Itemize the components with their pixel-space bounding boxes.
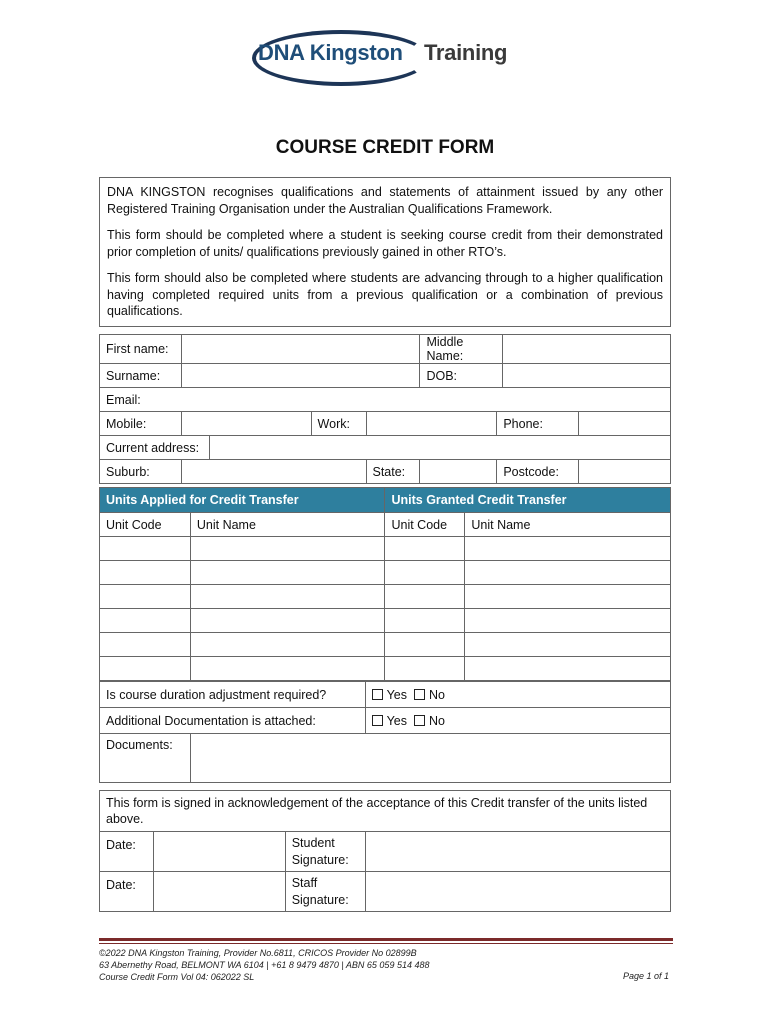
state-field[interactable]: [420, 460, 497, 484]
docs-yes-checkbox[interactable]: [372, 715, 383, 726]
applied-unit-name-header: Unit Name: [190, 513, 385, 537]
surname-label: Surname:: [100, 364, 182, 388]
granted-code-cell[interactable]: [385, 609, 465, 633]
table-row: [100, 609, 671, 633]
granted-unit-name-header: Unit Name: [465, 513, 671, 537]
intro-paragraph-1: DNA KINGSTON recognises qualifications and statements of attainment issued by any other Registered Training Organisation under the Australian Qualifications Framework.: [107, 185, 663, 216]
units-applied-header: Units Applied for Credit Transfer: [100, 488, 385, 513]
suburb-field[interactable]: [181, 460, 366, 484]
documents-label: Documents:: [100, 734, 191, 783]
applied-name-cell[interactable]: [190, 633, 385, 657]
documents-field[interactable]: [190, 734, 670, 783]
address-field[interactable]: [209, 436, 670, 460]
logo-text-primary: DNA Kingston: [258, 40, 403, 65]
table-row: [100, 585, 671, 609]
email-field[interactable]: [100, 388, 671, 412]
middle-name-label: Middle Name:: [420, 335, 503, 364]
granted-code-cell[interactable]: [385, 657, 465, 681]
first-name-label: First name:: [100, 335, 182, 364]
footer-line-3: Course Credit Form Vol 04: 062022 SL: [99, 972, 255, 982]
granted-name-cell[interactable]: [465, 657, 671, 681]
intro-paragraph-2: This form should be completed where a student is seeking course credit from their demonstrated prior completion of units/ qualifications previously gained in other RTO’s.: [107, 228, 663, 259]
phone-label: Phone:: [497, 412, 579, 436]
applied-name-cell[interactable]: [190, 609, 385, 633]
duration-question: Is course duration adjustment required?: [100, 682, 366, 708]
docs-attached-question: Additional Documentation is attached:: [100, 708, 366, 734]
granted-code-cell[interactable]: [385, 561, 465, 585]
work-field[interactable]: [366, 412, 497, 436]
suburb-label: Suburb:: [100, 460, 182, 484]
dob-field[interactable]: [503, 364, 671, 388]
granted-name-cell[interactable]: [465, 609, 671, 633]
footer-divider-thin: [99, 943, 673, 944]
staff-date-label: Date:: [100, 872, 154, 912]
granted-code-cell[interactable]: [385, 633, 465, 657]
signoff-statement: This form is signed in acknowledgement of the acceptance of this Credit transfer of the units listed above.: [100, 791, 671, 832]
table-row: [100, 657, 671, 681]
first-name-field[interactable]: [181, 335, 419, 364]
student-date-field[interactable]: [153, 832, 285, 872]
logo-text-secondary: Training: [424, 40, 508, 65]
intro-paragraph-3: This form should also be completed where students are advancing through to a higher qualification having completed required units from a previous qualification or a combination of previous qualifications.: [107, 271, 663, 319]
staff-signature-field[interactable]: [365, 872, 670, 912]
signoff-table: [99, 790, 671, 912]
granted-unit-code-header: Unit Code: [385, 513, 465, 537]
dob-label: DOB:: [420, 364, 503, 388]
duration-options: [365, 682, 670, 708]
mobile-label: Mobile:: [100, 412, 182, 436]
applied-name-cell[interactable]: [190, 537, 385, 561]
phone-field[interactable]: [579, 412, 671, 436]
applied-name-cell[interactable]: [190, 657, 385, 681]
footer-line-2: 63 Abernethy Road, BELMONT WA 6104 | +61 8 9479 4870 | ABN 65 059 514 488: [99, 960, 430, 970]
address-label: Current address:: [100, 436, 210, 460]
yes-label: Yes: [386, 713, 407, 728]
footer-line-1: ©2022 DNA Kingston Training, Provider No.6811, CRICOS Provider No 02899B: [99, 948, 417, 958]
docs-no-checkbox[interactable]: [414, 715, 425, 726]
postcode-label: Postcode:: [497, 460, 579, 484]
work-label: Work:: [311, 412, 366, 436]
units-granted-header: Units Granted Credit Transfer: [385, 488, 671, 513]
intro-box: [99, 177, 671, 327]
student-signature-field[interactable]: [365, 832, 670, 872]
applied-code-cell[interactable]: [100, 609, 191, 633]
personal-details-table: [99, 334, 671, 484]
middle-name-field[interactable]: [503, 335, 671, 364]
granted-code-cell[interactable]: [385, 585, 465, 609]
mobile-field[interactable]: [181, 412, 311, 436]
applied-code-cell[interactable]: [100, 537, 191, 561]
page-number: Page 1 of 1: [622, 971, 669, 981]
staff-signature-label: Staff Signature:: [285, 872, 365, 912]
email-label: Email:: [106, 392, 141, 407]
footer-text: [99, 947, 429, 983]
granted-name-cell[interactable]: [465, 561, 671, 585]
no-label: No: [428, 713, 445, 728]
state-label: State:: [366, 460, 420, 484]
units-table: [99, 487, 671, 681]
table-row: [100, 633, 671, 657]
table-row: [100, 537, 671, 561]
footer-divider: [99, 938, 673, 941]
surname-field[interactable]: [181, 364, 419, 388]
applied-code-cell[interactable]: [100, 585, 191, 609]
applied-code-cell[interactable]: [100, 633, 191, 657]
no-label: No: [428, 687, 445, 702]
postcode-field[interactable]: [579, 460, 671, 484]
granted-name-cell[interactable]: [465, 585, 671, 609]
docs-attached-options: [365, 708, 670, 734]
company-logo: [252, 28, 522, 84]
form-title: COURSE CREDIT FORM: [275, 137, 495, 158]
applied-code-cell[interactable]: [100, 561, 191, 585]
duration-no-checkbox[interactable]: [414, 689, 425, 700]
questions-table: [99, 681, 671, 783]
staff-date-field[interactable]: [153, 872, 285, 912]
applied-code-cell[interactable]: [100, 657, 191, 681]
duration-yes-checkbox[interactable]: [372, 689, 383, 700]
applied-name-cell[interactable]: [190, 585, 385, 609]
granted-name-cell[interactable]: [465, 633, 671, 657]
yes-label: Yes: [386, 687, 407, 702]
student-date-label: Date:: [100, 832, 154, 872]
granted-code-cell[interactable]: [385, 537, 465, 561]
applied-name-cell[interactable]: [190, 561, 385, 585]
applied-unit-code-header: Unit Code: [100, 513, 191, 537]
granted-name-cell[interactable]: [465, 537, 671, 561]
table-row: [100, 561, 671, 585]
student-signature-label: Student Signature:: [285, 832, 365, 872]
